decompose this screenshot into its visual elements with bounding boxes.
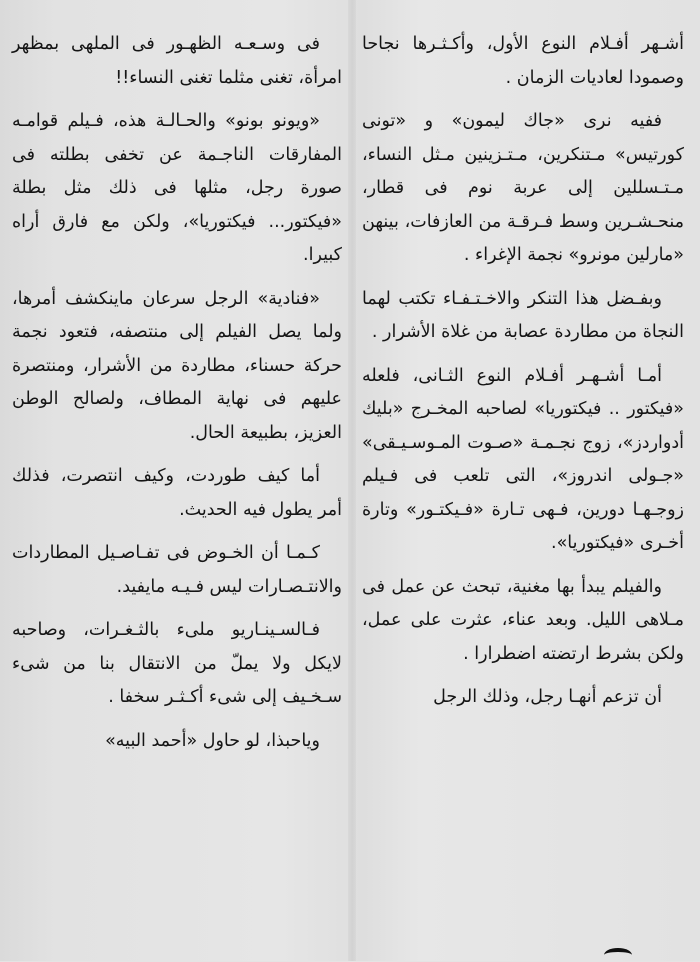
left-column <box>12 28 342 768</box>
page-edge-mark-icon <box>604 948 632 962</box>
paragraph: كـمـا أن الخـوض فى تفـاصـيل المطاردات والانتـصـارات ليس فـيـه مايفيد. <box>12 543 342 597</box>
paragraph: وياحبذا، لو حاول «أحمد البيه» <box>105 730 320 751</box>
paragraph: والفيلم يبدأ بها مغنية، تبحث عن عمل فى مـلاهى الليل. وبعد عناء، عثرت على عمل، ولكن بشرط ارتضته اضطرارا . <box>362 576 684 664</box>
paragraph: أشـهر أفـلام النوع الأول، وأكـثـرها نجاحا وصمودا لعاديات الزمان . <box>362 34 684 88</box>
paragraph: فى وسـعـه الظهـور فى الملهى بمظهر امرأة، تغنى مثلما تغنى النساء!! <box>12 34 342 88</box>
paragraph: فـالسـينـاريو ملىء بالثـغـرات، وصاحبه لايكل ولا يملّ من الانتقال بنا من شىء سـخـيف إلى شىء أكـثـر سخفا . <box>12 620 342 707</box>
paragraph: «فنادية» الرجل سرعان ماينكشف أمرها، ولما يصل الفيلم إلى منتصفه، فتعود نجمة حركة حسناء، مطاردة من الأشرار، ومنتصرة عليهم فى نهاية المطاف، ولصالح الوطن العزيز، بطبيعة الحال. <box>12 288 342 443</box>
paragraph: أن تزعم أنهـا رجل، وذلك الرجل <box>433 687 662 707</box>
right-column <box>362 28 684 725</box>
column-gutter <box>348 0 356 961</box>
paragraph: أمـا أشـهـر أفـلام النوع الثـانى، فلعله «فيكتور .. فيكتوريا» لصاحبه المخـرج «بليك أدواردز»، زوج نجـمـة «صـوت المـوسـيـقى» «جـولى اندروز»، التى تلعب فى فـيلم زوجـهـا دورين، فـهى تـارة «فـيكتـور» وتارة أخـرى «فيكتوريا». <box>362 365 684 553</box>
paragraph: «ويونو بونو» والحـالـة هذه، فـيلم قوامـه المفارقات الناجـمة عن تخفى بطلته فى صورة رجل، مثلها فى ذلك مثل بطلة «فيكتور... فيكتوريا»، ولكن مع فارق أراه كبيرا. <box>12 111 342 265</box>
paragraph: وبفـضل هذا التنكر والاخـتـفـاء تكتب لهما النجاة من مطاردة عصابة من غلاة الأشرار . <box>362 288 684 342</box>
paragraph: أما كيف طوردت، وكيف انتصرت، فذلك أمر يطول فيه الحديث. <box>12 466 342 520</box>
paragraph: ففيه نرى «جاك ليمون» و «تونى كورتيس» مـتنكرين، مـتـزينين مـثل النساء، مـتـسللين إلى عربة نوم فى قطار، منحـشـرين وسط فـرقـة من العازفات، بينهن «مارلين مونرو» نجمة الإغراء . <box>362 111 684 265</box>
